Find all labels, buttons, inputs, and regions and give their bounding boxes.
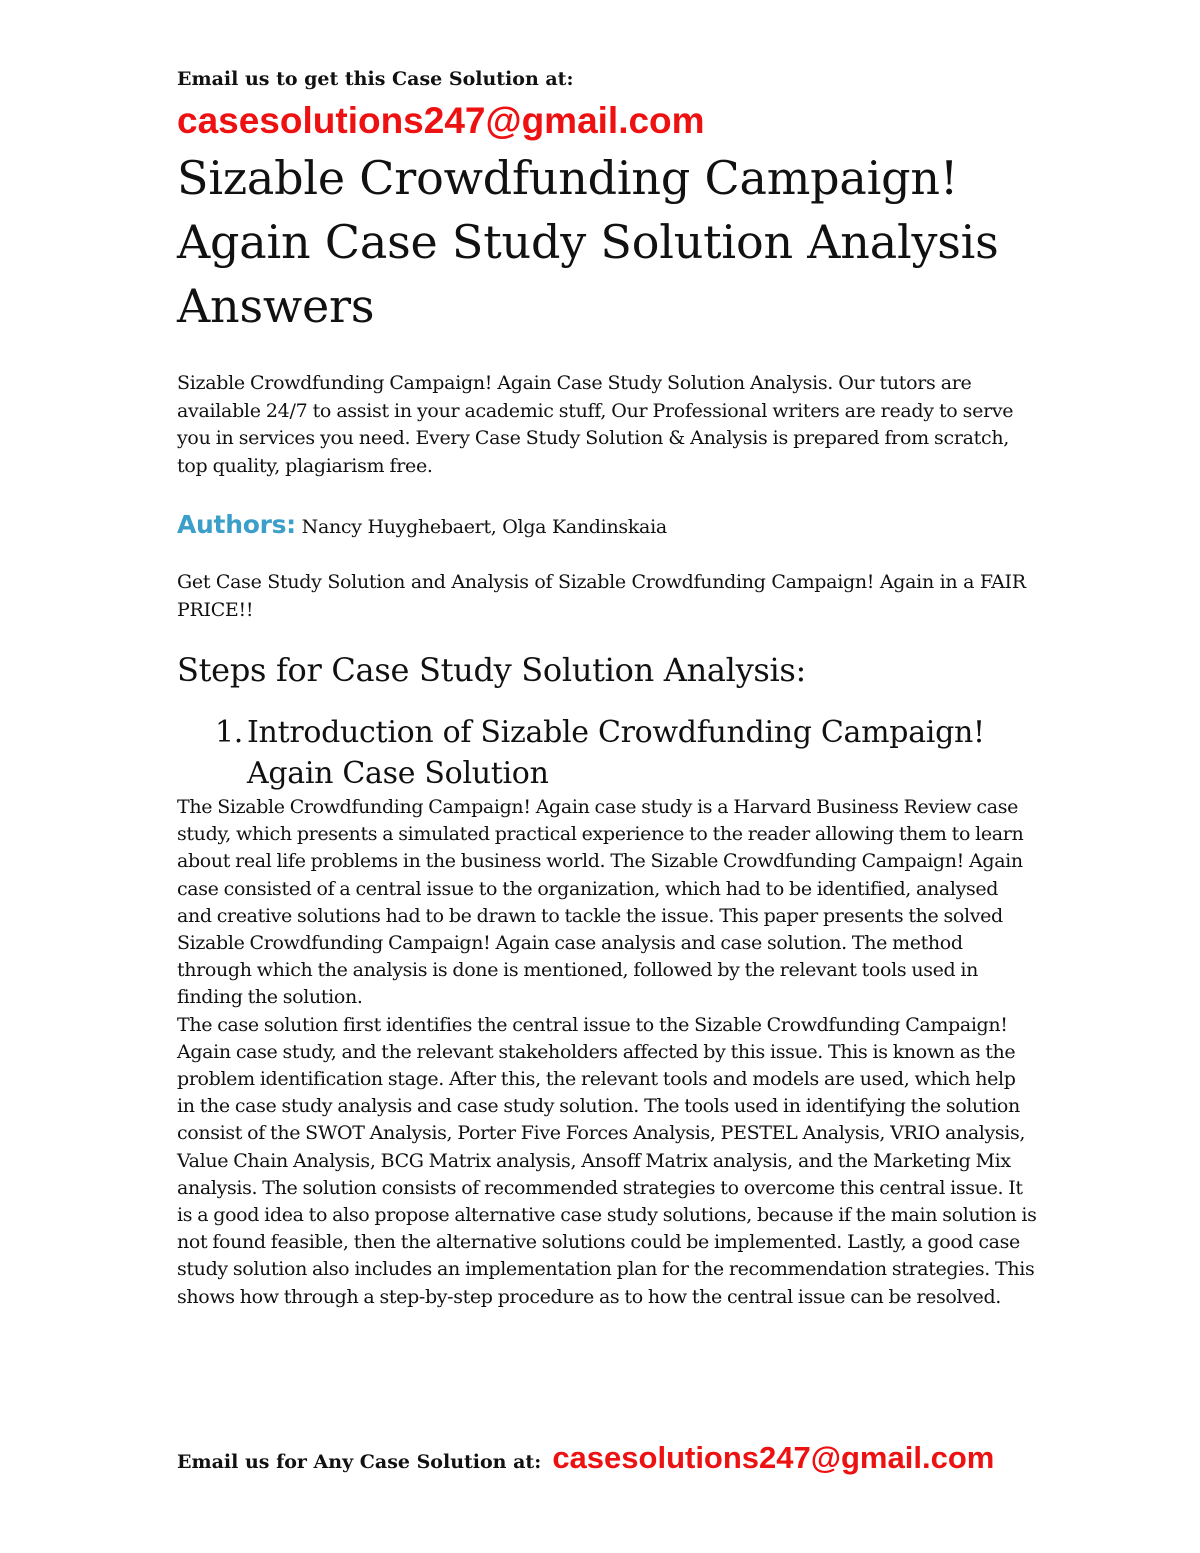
steps-heading: Steps for Case Study Solution Analysis: <box>177 651 807 689</box>
footer-lead-text: Email us for Any Case Solution at: <box>177 1451 542 1473</box>
contact-email-link[interactable]: casesolutions247@gmail.com <box>177 100 705 141</box>
authors-label: Authors: <box>177 510 296 539</box>
footer-contact <box>177 1440 1077 1476</box>
intro-paragraph: Sizable Crowdfunding Campaign! Again Case Study Solution Analysis. Our tutors are available 24/7 to assist in your academic stuff, Our Professional writers are ready to serve you in services you need. Every Case Study Solution & Analysis is prepared from scratch, top quality, plagiarism free. <box>177 372 1014 477</box>
step-number: 1. <box>215 715 244 750</box>
email-lead-text: Email us to get this Case Solution at: <box>177 68 574 90</box>
page-title: Sizable Crowdfunding Campaign! Again Case Study Solution Analysis Answers <box>177 151 999 333</box>
body-paragraph: The Sizable Crowdfunding Campaign! Again case study is a Harvard Business Review case study, which presents a simulated practical experience to the reader allowing them to learn about real life problems in the business world. The Sizable Crowdfunding Campaign! Again case consisted of a central issue to the organization, which had to be identified, analysed and creative solutions had to be drawn to tackle the issue. This paper presents the solved Sizable Crowdfunding Campaign! Again case analysis and case solution. The method through which the analysis is done is mentioned, followed by the relevant tools used in finding the solution. <box>177 796 1024 1009</box>
body-paragraph: The case solution first identifies the central issue to the Sizable Crowdfunding Campaign! Again case study, and the relevant stakeholders affected by this issue. This is known as the problem identification stage. After this, the relevant tools and models are used, which help in the case study analysis and case study solution. The tools used in identifying the solution consist of the SWOT Analysis, Porter Five Forces Analysis, PESTEL Analysis, VRIO analysis, Value Chain Analysis, BCG Matrix analysis, Ansoff Matrix analysis, and the Marketing Mix analysis. The solution consists of recommended strategies to overcome this central issue. It is a good idea to also propose alternative case study solutions, because if the main solution is not found feasible, then the alternative solutions could be implemented. Lastly, a good case study solution also includes an implementation plan for the recommendation strategies. This shows how through a step-by-step procedure as to how the central issue can be resolved. <box>177 1013 1037 1308</box>
authors-line <box>177 510 1037 542</box>
step-title: Introduction of Sizable Crowdfunding Campaign! Again Case Solution <box>247 715 985 791</box>
get-solution-text: Get Case Study Solution and Analysis of Sizable Crowdfunding Campaign! Again in a FAIR PRICE!! <box>177 571 1026 621</box>
document-content <box>177 66 1037 1311</box>
authors-names: Nancy Huyghebaert, Olga Kandinskaia <box>301 516 667 538</box>
step-heading <box>215 712 1037 794</box>
footer-email-link[interactable]: casesolutions247@gmail.com <box>552 1440 995 1475</box>
